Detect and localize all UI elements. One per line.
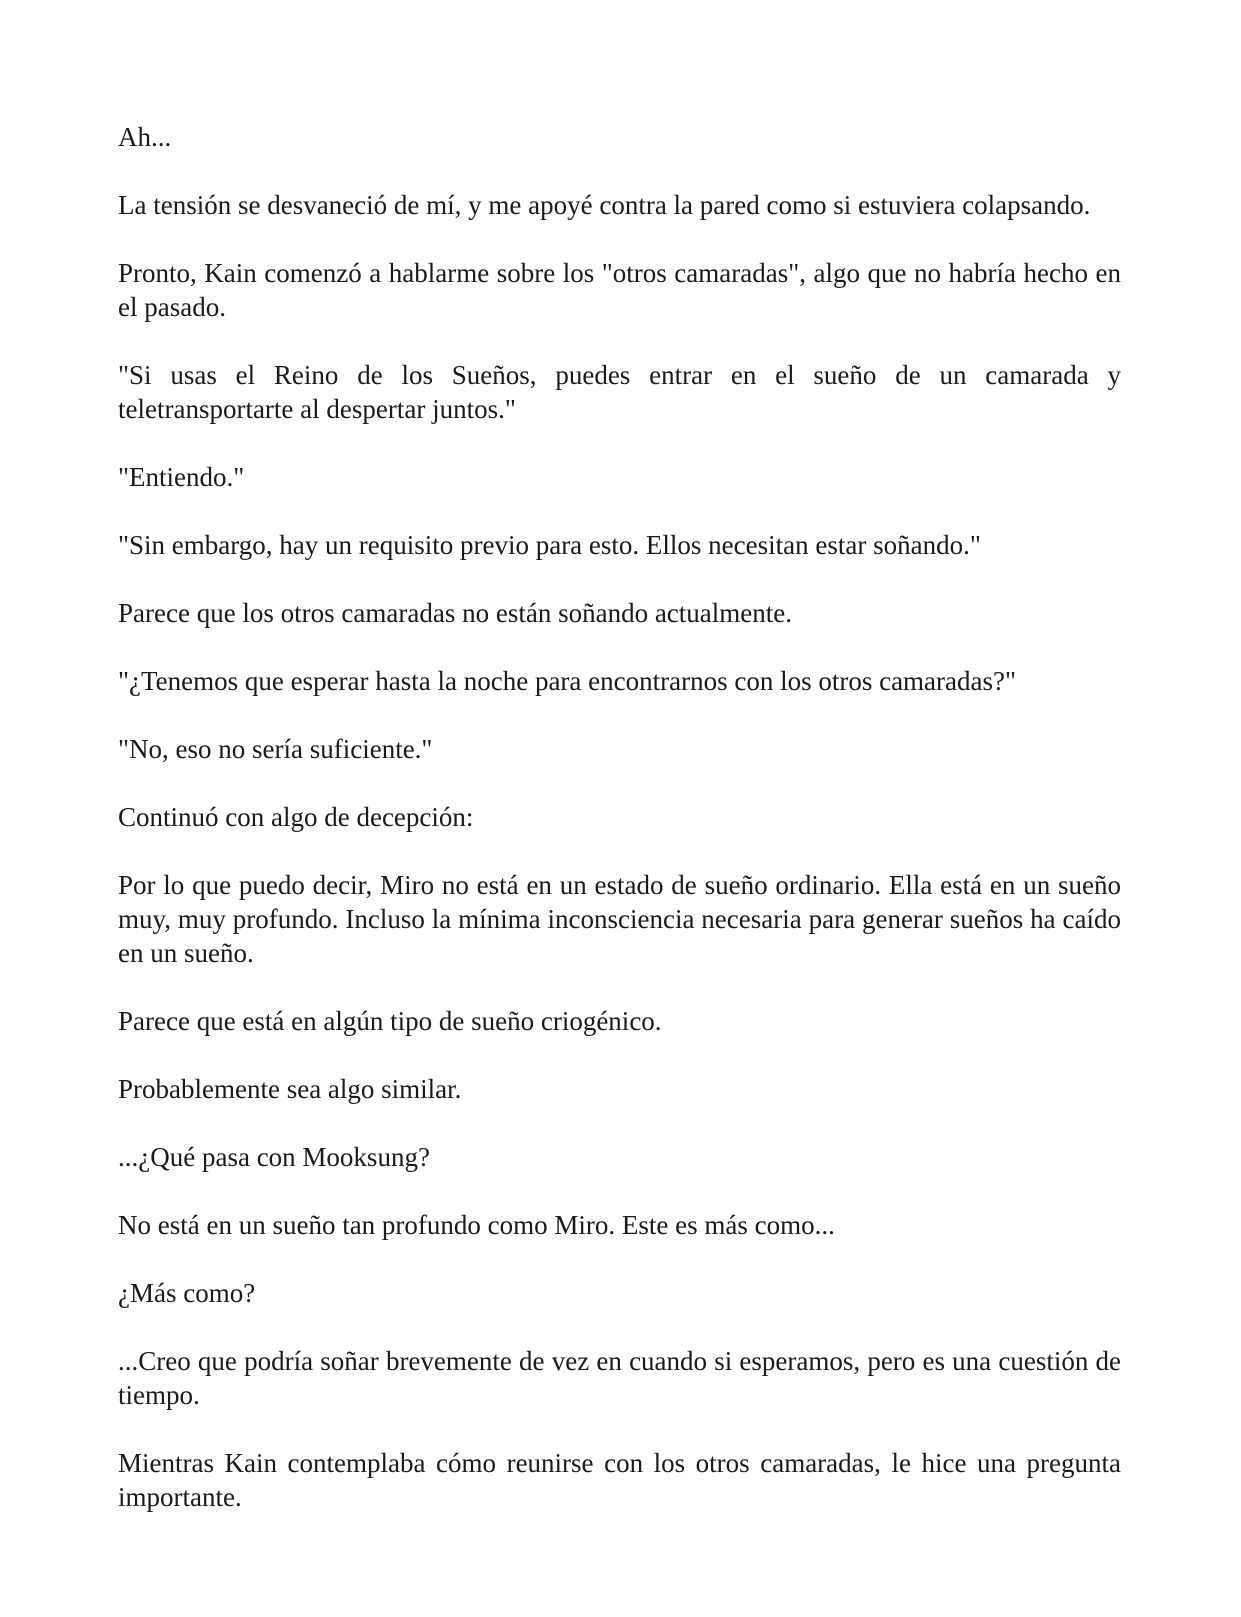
paragraph: La tensión se desvaneció de mí, y me apoyé contra la pared como si estuviera colapsando. [118, 190, 1091, 220]
document-body [118, 120, 1121, 1514]
paragraph: Ah... [118, 122, 172, 152]
paragraph: "¿Tenemos que esperar hasta la noche para encontrarnos con los otros camaradas?" [118, 666, 1017, 696]
paragraph: "No, eso no sería suficiente." [118, 734, 433, 764]
paragraph: No está en un sueño tan profundo como Miro. Este es más como... [118, 1210, 835, 1240]
paragraph: Mientras Kain contemplaba cómo reunirse con los otros camaradas, le hice una pregunta importante. [118, 1448, 1121, 1512]
paragraph: Probablemente sea algo similar. [118, 1074, 462, 1104]
paragraph: Parece que los otros camaradas no están soñando actualmente. [118, 598, 792, 628]
paragraph: Parece que está en algún tipo de sueño criogénico. [118, 1006, 662, 1036]
paragraph: Continuó con algo de decepción: [118, 802, 474, 832]
paragraph: "Entiendo." [118, 462, 245, 492]
paragraph: "Sin embargo, hay un requisito previo para esto. Ellos necesitan estar soñando." [118, 530, 981, 560]
paragraph: ...Creo que podría soñar brevemente de vez en cuando si esperamos, pero es una cuestión de tiempo. [118, 1346, 1121, 1410]
paragraph: Pronto, Kain comenzó a hablarme sobre los "otros camaradas", algo que no habría hecho en el pasado. [118, 258, 1121, 322]
paragraph: "Si usas el Reino de los Sueños, puedes entrar en el sueño de un camarada y teletransportarte al despertar juntos." [118, 360, 1121, 424]
paragraph: ...¿Qué pasa con Mooksung? [118, 1142, 430, 1172]
paragraph: ¿Más como? [118, 1278, 256, 1308]
paragraph: Por lo que puedo decir, Miro no está en un estado de sueño ordinario. Ella está en un sueño muy, muy profundo. Incluso la mínima inconsciencia necesaria para generar sueños ha caído en un sueño. [118, 870, 1121, 968]
